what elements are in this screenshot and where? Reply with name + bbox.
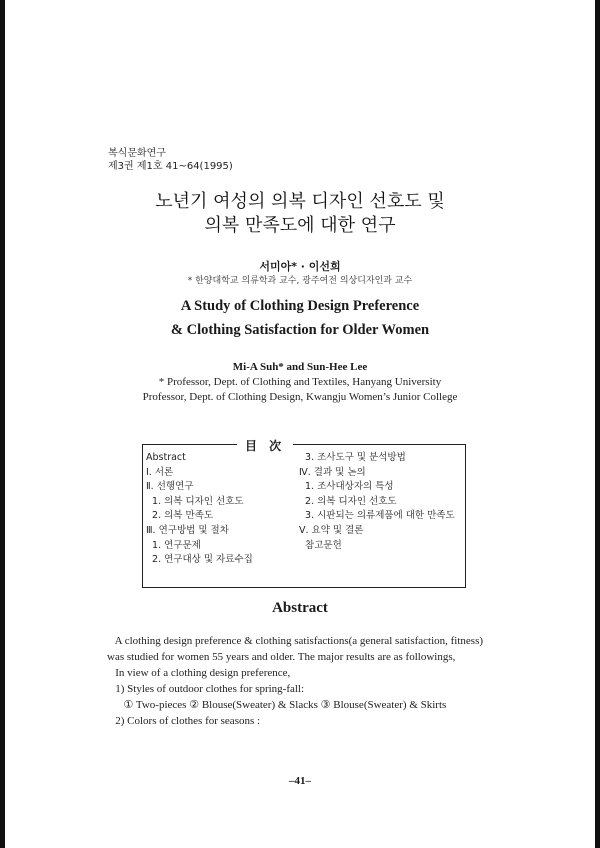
toc-item: 1. 조사대상자의 특성 [299,481,394,493]
toc-item: Ⅰ. 서론 [146,466,174,478]
journal-volume: 제3권 제1호 41~64(1995) [108,161,233,172]
toc-item: Ⅴ. 요약 및 결론 [299,524,364,536]
scan-border-right [595,0,600,848]
korean-authors: 서미아* · 이선희 [259,260,341,273]
toc-item: 1. 의복 디자인 선호도 [146,495,244,507]
toc-right-column [299,451,455,553]
toc-item: 참고문헌 [299,539,342,551]
abstract-line: was studied for women 55 years and older. The major results are as followings, [107,651,456,663]
english-title-line-1: A Study of Clothing Design Preference [180,298,420,314]
toc-item: 3. 조사도구 및 분석방법 [299,452,406,463]
korean-title [0,190,600,238]
toc-left-column [146,451,253,568]
page-number: –41– [289,775,311,787]
toc-item: 2. 의복 만족도 [146,510,214,522]
abstract-line: A clothing design preference & clothing satisfactions(a general satisfaction, fitness) [107,635,484,647]
abstract-heading: Abstract [272,600,328,616]
toc-item: 2. 연구대상 및 자료수집 [146,554,253,566]
english-authors: Mi-A Suh* and Sun-Hee Lee [232,361,368,373]
english-title [0,294,600,342]
toc-item: 3. 시판되는 의류제품에 대한 만족도 [299,510,455,522]
english-affiliation-line-1: * Professor, Dept. of Clothing and Textiles, Hanyang University [158,376,442,388]
korean-title-line-2: 의복 만족도에 대한 연구 [204,215,396,236]
toc-item: 1. 연구문제 [146,539,201,551]
korean-title-line-1: 노년기 여성의 의복 디자인 선호도 및 [155,191,445,212]
english-affiliation [0,375,600,404]
toc-item: Ⅲ. 연구방법 및 절차 [146,524,229,536]
abstract-line: 2) Colors of clothes for seasons : [107,715,261,727]
abstract-body [107,633,527,729]
toc-item: Ⅱ. 선행연구 [146,481,194,493]
toc-item: 2. 의복 디자인 선호도 [299,495,397,507]
scan-border-left [0,0,5,848]
toc-item: Ⅳ. 결과 및 논의 [299,466,366,478]
korean-affiliation: * 한양대학교 의류학과 교수, 광주여전 의상디자인과 교수 [187,276,413,286]
english-title-line-2: & Clothing Satisfaction for Older Women [170,322,430,338]
journal-name: 복식문화연구 [108,148,166,159]
english-affiliation-line-2: Professor, Dept. of Clothing Design, Kwangju Women’s Junior College [142,390,458,403]
journal-info [108,147,233,173]
abstract-line: 1) Styles of outdoor clothes for spring-fall: [107,683,305,695]
table-of-contents-heading: 目 次 [237,437,293,454]
abstract-line: ① Two-pieces ② Blouse(Sweater) & Slacks ③ Blouse(Sweater) & Skirts [107,699,447,711]
toc-item: Abstract [146,452,186,463]
abstract-line: In view of a clothing design preference, [107,667,291,679]
